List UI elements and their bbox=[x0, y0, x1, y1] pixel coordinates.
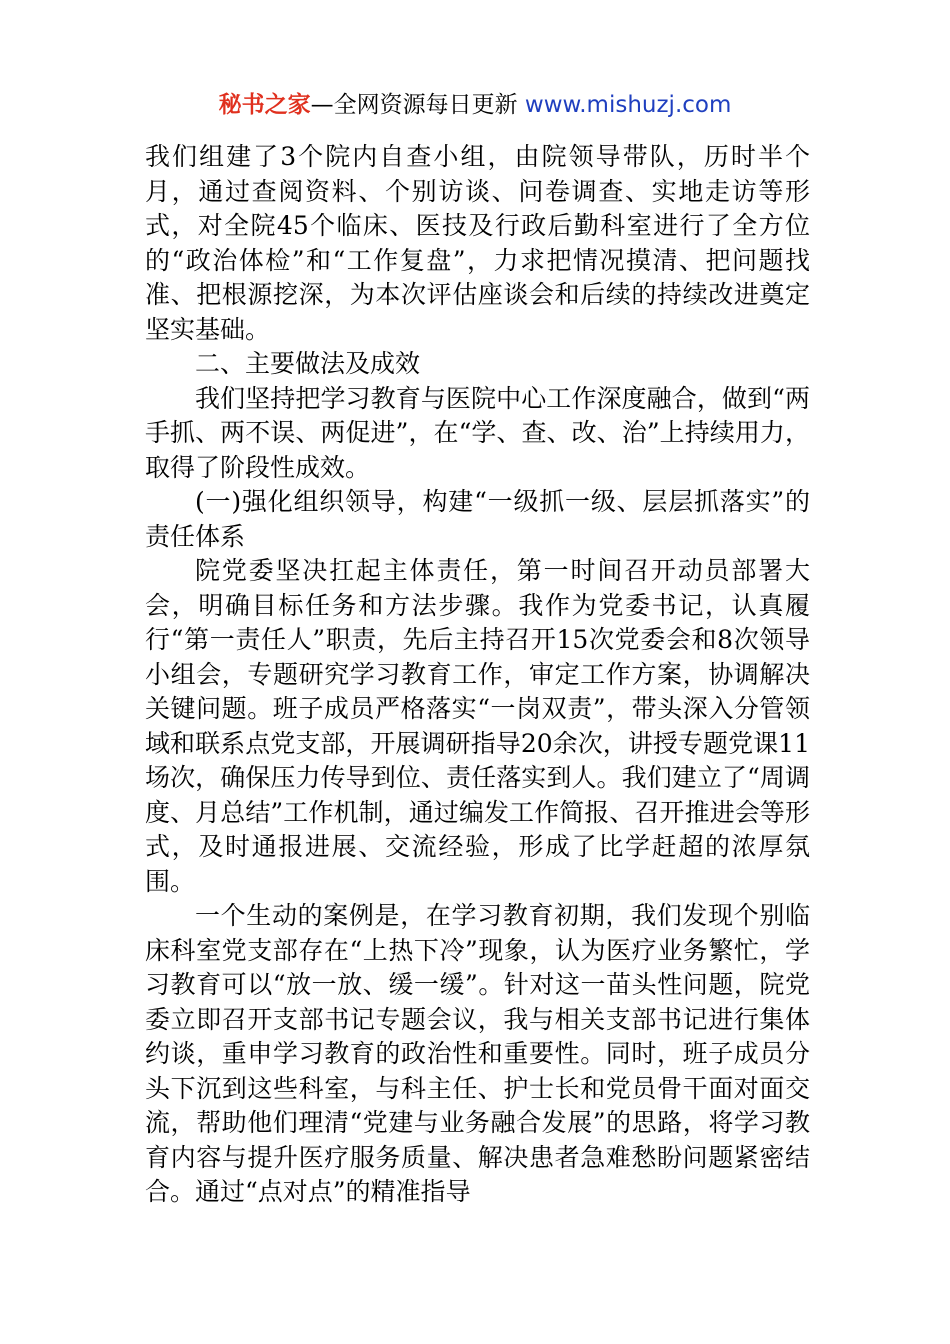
header-slogan: —全网资源每日更新 bbox=[310, 92, 518, 118]
site-header bbox=[0, 88, 950, 122]
site-url[interactable]: www.mishuzj.com bbox=[524, 92, 732, 118]
subsection-heading: (一)强化组织领导，构建“一级抓一级、层层抓落实”的责任体系 bbox=[145, 487, 810, 551]
section-heading: 二、主要做法及成效 bbox=[195, 349, 421, 378]
paragraph-intro: 我们组建了3个院内自查小组，由院领导带队，历时半个月，通过查阅资料、个别访谈、问卷调查、实地走访等形式，对全院45个临床、医技及行政后勤科室进行了全方位的“政治体检”和“工作复盘”，力求把情况摸清、把问题找准、把根源挖深，为本次评估座谈会和后续的持续改进奠定坚实基础。 bbox=[145, 142, 810, 344]
paragraph-leadership: 院党委坚决扛起主体责任，第一时间召开动员部署大会，明确目标任务和方法步骤。我作为党委书记，认真履行“第一责任人”职责，先后主持召开15次党委会和8次领导小组会，专题研究学习教育工作，审定工作方案，协调解决关键问题。班子成员严格落实“一岗双责”，带头深入分管领域和联系点党支部，开展调研指导20余次，讲授专题党课11场次，确保压力传导到位、责任落实到人。我们建立了“周调度、月总结”工作机制，通过编发工作简报、召开推进会等形式，及时通报进展、交流经验，形成了比学赶超的浓厚氛围。 bbox=[145, 556, 810, 896]
document-body bbox=[145, 140, 810, 1210]
paragraph-summary: 我们坚持把学习教育与医院中心工作深度融合，做到“两手抓、两不误、两促进”，在“学、查、改、治”上持续用力，取得了阶段性成效。 bbox=[145, 383, 810, 482]
brand-name: 秘书之家 bbox=[218, 92, 311, 118]
paragraph-case: 一个生动的案例是，在学习教育初期，我们发现个别临床科室党支部存在“上热下冷”现象，认为医疗业务繁忙，学习教育可以“放一放、缓一缓”。针对这一苗头性问题，院党委立即召开支部书记专题会议，我与相关支部书记进行集体约谈，重申学习教育的政治性和重要性。同时，班子成员分头下沉到这些科室，与科主任、护士长和党员骨干面对面交流，帮助他们理清“党建与业务融合发展”的思路，将学习教育内容与提升医疗服务质量、解决患者急难愁盼问题紧密结合。通过“点对点”的精准指导 bbox=[145, 901, 810, 1206]
